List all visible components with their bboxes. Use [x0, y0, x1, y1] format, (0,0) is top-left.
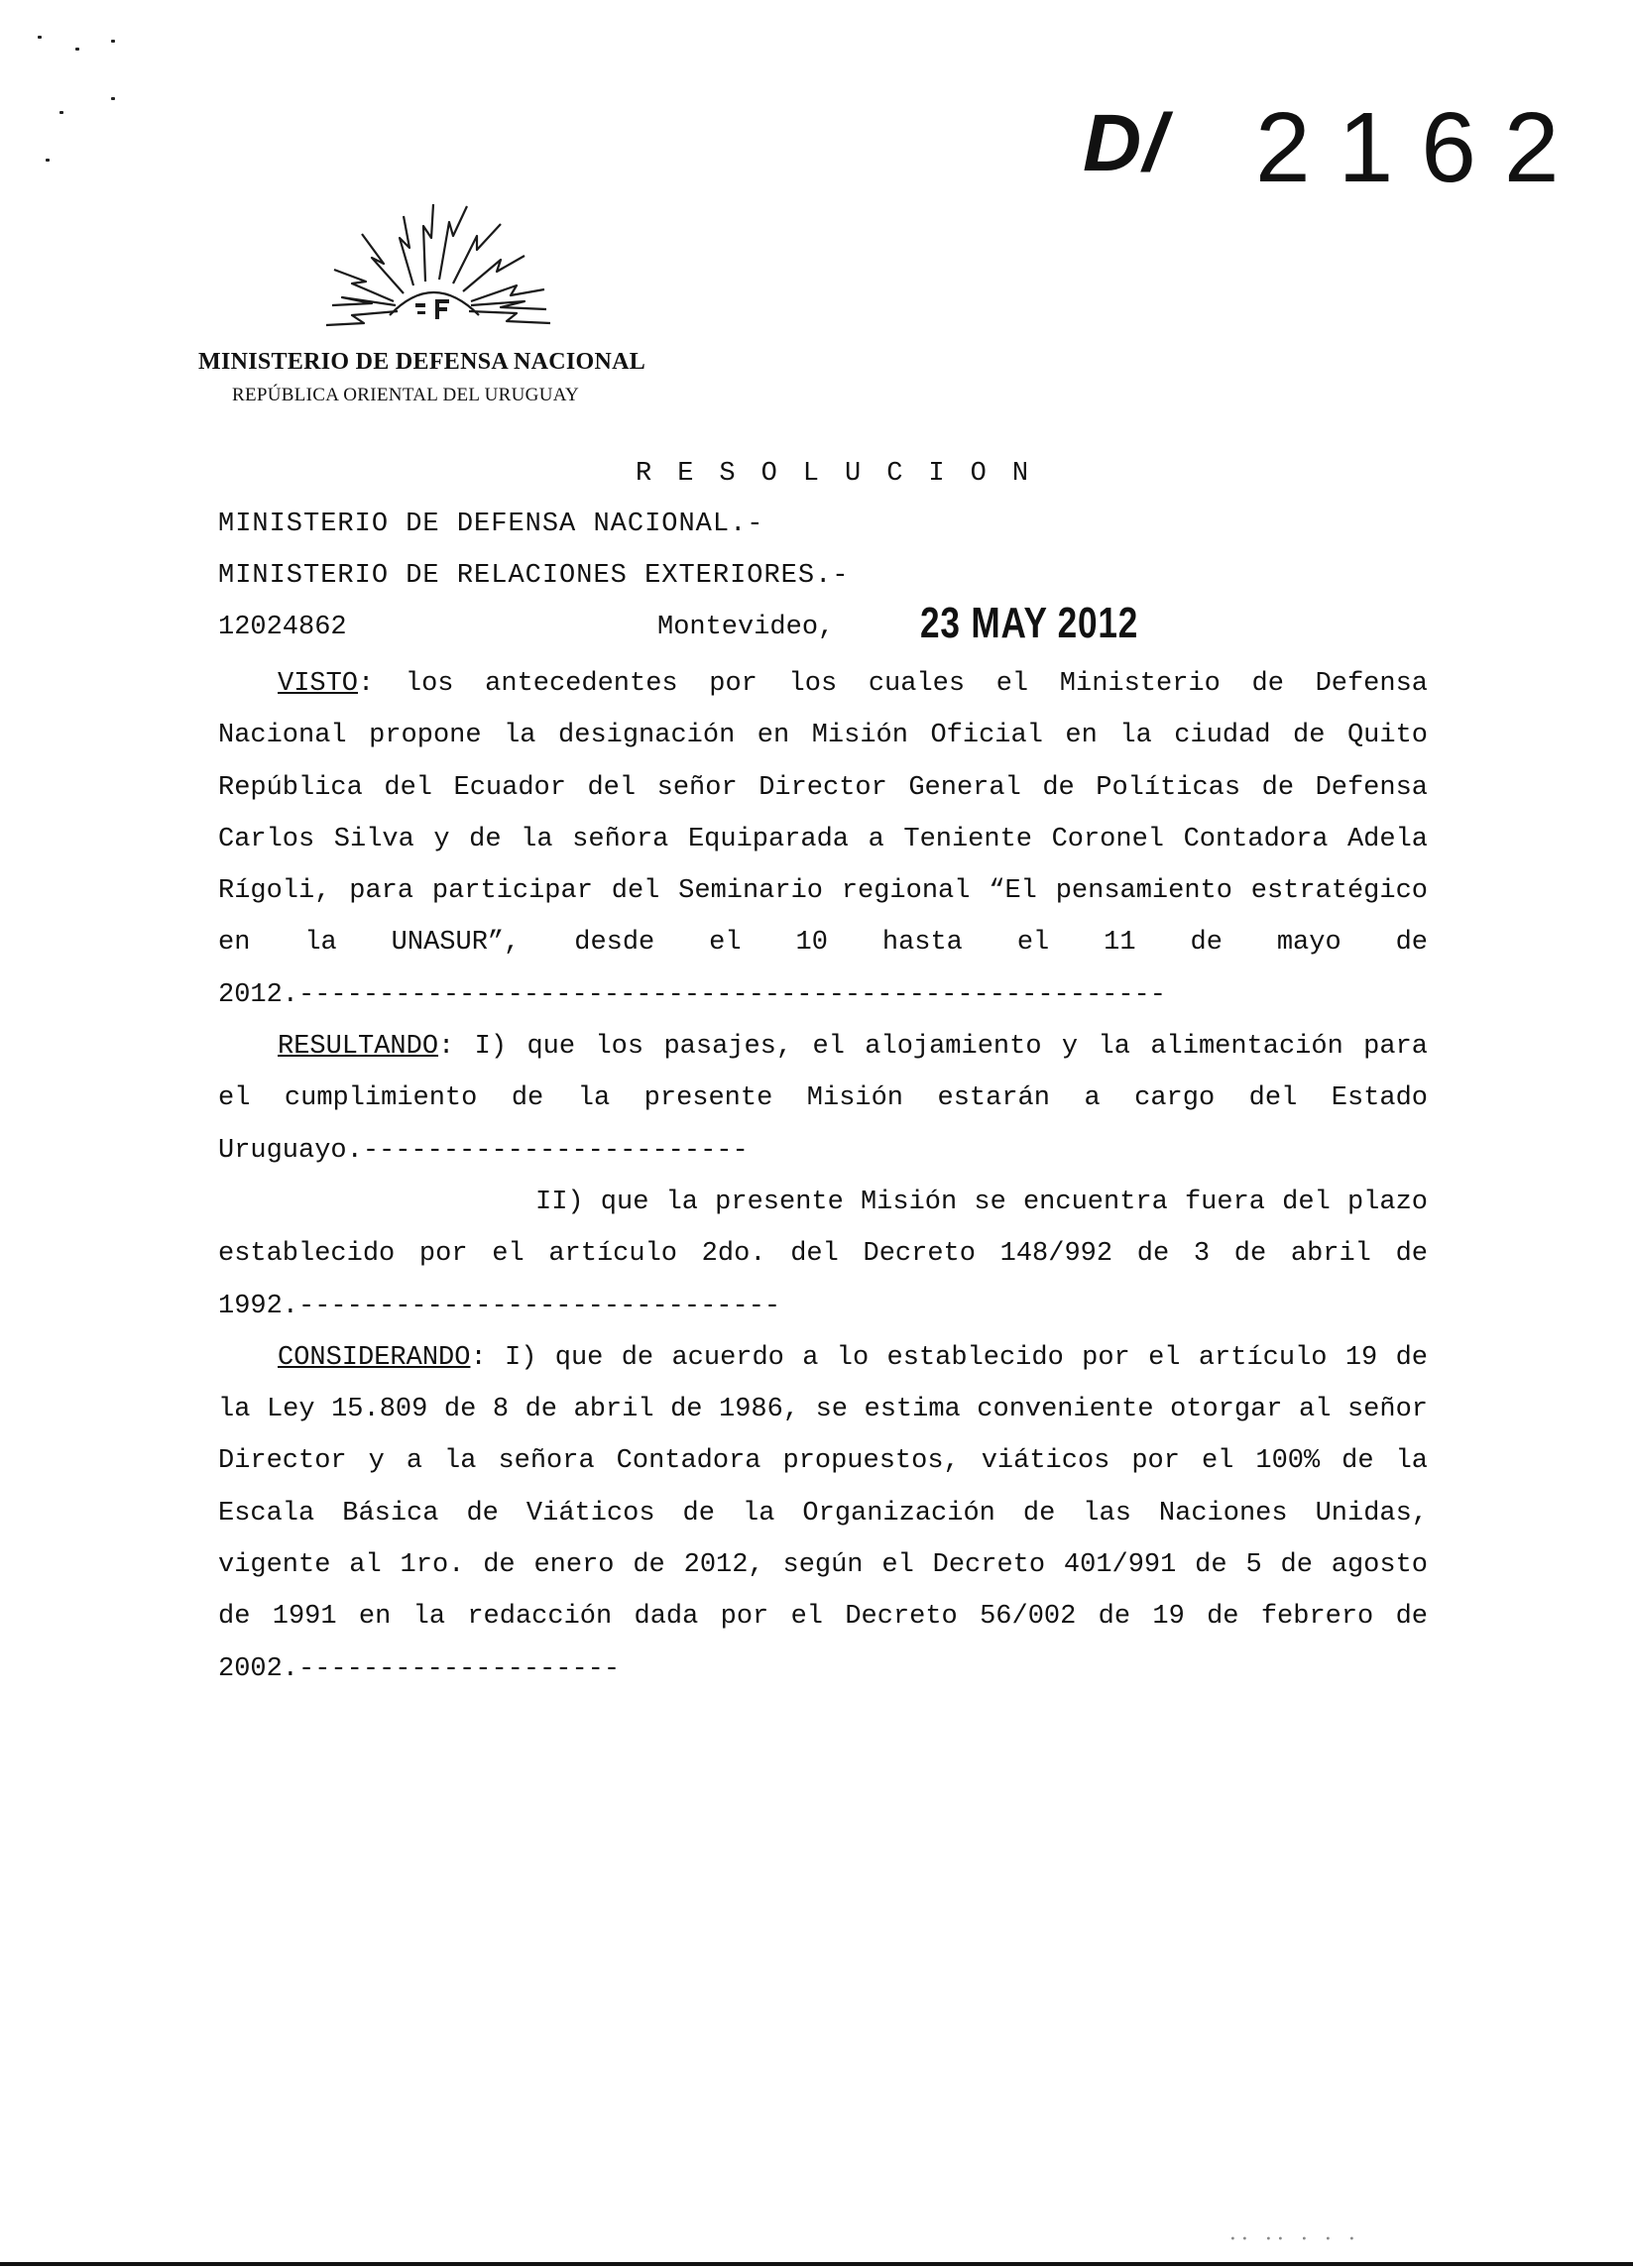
scan-speck — [59, 111, 63, 114]
resultando-item-1-filler: ------------------------ — [362, 1135, 749, 1166]
letterhead-ministry: MINISTERIO DE DEFENSA NACIONAL — [198, 349, 646, 375]
visto-text: : los antecedentes por los cuales el Ministerio de Defensa Nacional propone la designación en Misión Oficial en la ciudad de Quito República del Ecuador del señor Director General de Políticas de Defensa Carlos Silva y de la señora Equiparada a Teniente Coronel Contadora Adela Rígoli, para participar del Seminario regional “El pensamiento estratégico en la UNASUR”, desde el 10 hasta el 11 de mayo de 2012. — [218, 669, 1428, 1010]
faint-scan-mark: ·· ·· · · · — [1229, 2226, 1360, 2252]
resultando-item-2-filler: ------------------------------ — [298, 1291, 781, 1321]
sun-of-may-emblem-icon — [312, 186, 570, 330]
resultando-item-2: II) que la presente Misión se encuentra fuera del plazo establecido por el artículo 2do. del Decreto 148/992 de 3 de abril de 1992. — [218, 1187, 1428, 1321]
resultando-paragraph-2 — [218, 1177, 1428, 1332]
resultando-label: RESULTANDO — [278, 1032, 439, 1063]
visto-label: VISTO — [278, 669, 359, 699]
scan-speck — [46, 159, 50, 162]
scan-speck — [75, 48, 79, 51]
resolution-body — [218, 658, 1428, 1695]
resultando-item-1: : I) que los pasajes, el alojamiento y la alimentación para el cumplimiento de la presente Misión estarán a cargo del Estado Uruguayo. — [218, 1032, 1428, 1166]
visto-filler-dashes: ------------------------------------------------------ — [298, 979, 1166, 1010]
considerando-label: CONSIDERANDO — [278, 1342, 471, 1373]
page-bottom-edge — [0, 2262, 1633, 2266]
document-title: RESOLUCION — [636, 459, 1055, 489]
letterhead-country: REPÚBLICA ORIENTAL DEL URUGUAY — [232, 385, 580, 405]
city-label: Montevideo, — [657, 613, 835, 642]
considerando-text: : I) que de acuerdo a lo establecido por el artículo 19 de la Ley 15.809 de 8 de abril de 1986, se estima conveniente otorgar al señor Director y a la señora Contadora propuestos, viáticos por el 100% de la Escala Básica de Viáticos de la Organización de las Naciones Unidas, vigente al 1ro. de enero de 2012, según el Decreto 401/991 de 5 de agosto de 1991 en la redacción dada por el Decreto 56/002 de 19 de febrero de 2002. — [218, 1342, 1428, 1684]
header-line-defensa: MINISTERIO DE DEFENSA NACIONAL.- — [218, 510, 764, 539]
date-stamp: 23 MAY 2012 — [920, 599, 1139, 647]
document-number-prefix: D/ — [1083, 98, 1168, 188]
scan-speck — [38, 36, 42, 39]
reference-number: 12024862 — [218, 613, 347, 642]
resultando-paragraph-1 — [218, 1021, 1428, 1177]
document-number-value: 2162 — [1255, 92, 1587, 203]
visto-paragraph — [218, 658, 1428, 1021]
scan-speck — [111, 40, 115, 43]
header-line-relaciones: MINISTERIO DE RELACIONES EXTERIORES.- — [218, 561, 850, 591]
scan-speck — [111, 97, 115, 100]
considerando-paragraph — [218, 1332, 1428, 1695]
document-number — [1061, 91, 1587, 210]
considerando-filler-dashes: -------------------- — [298, 1653, 621, 1684]
